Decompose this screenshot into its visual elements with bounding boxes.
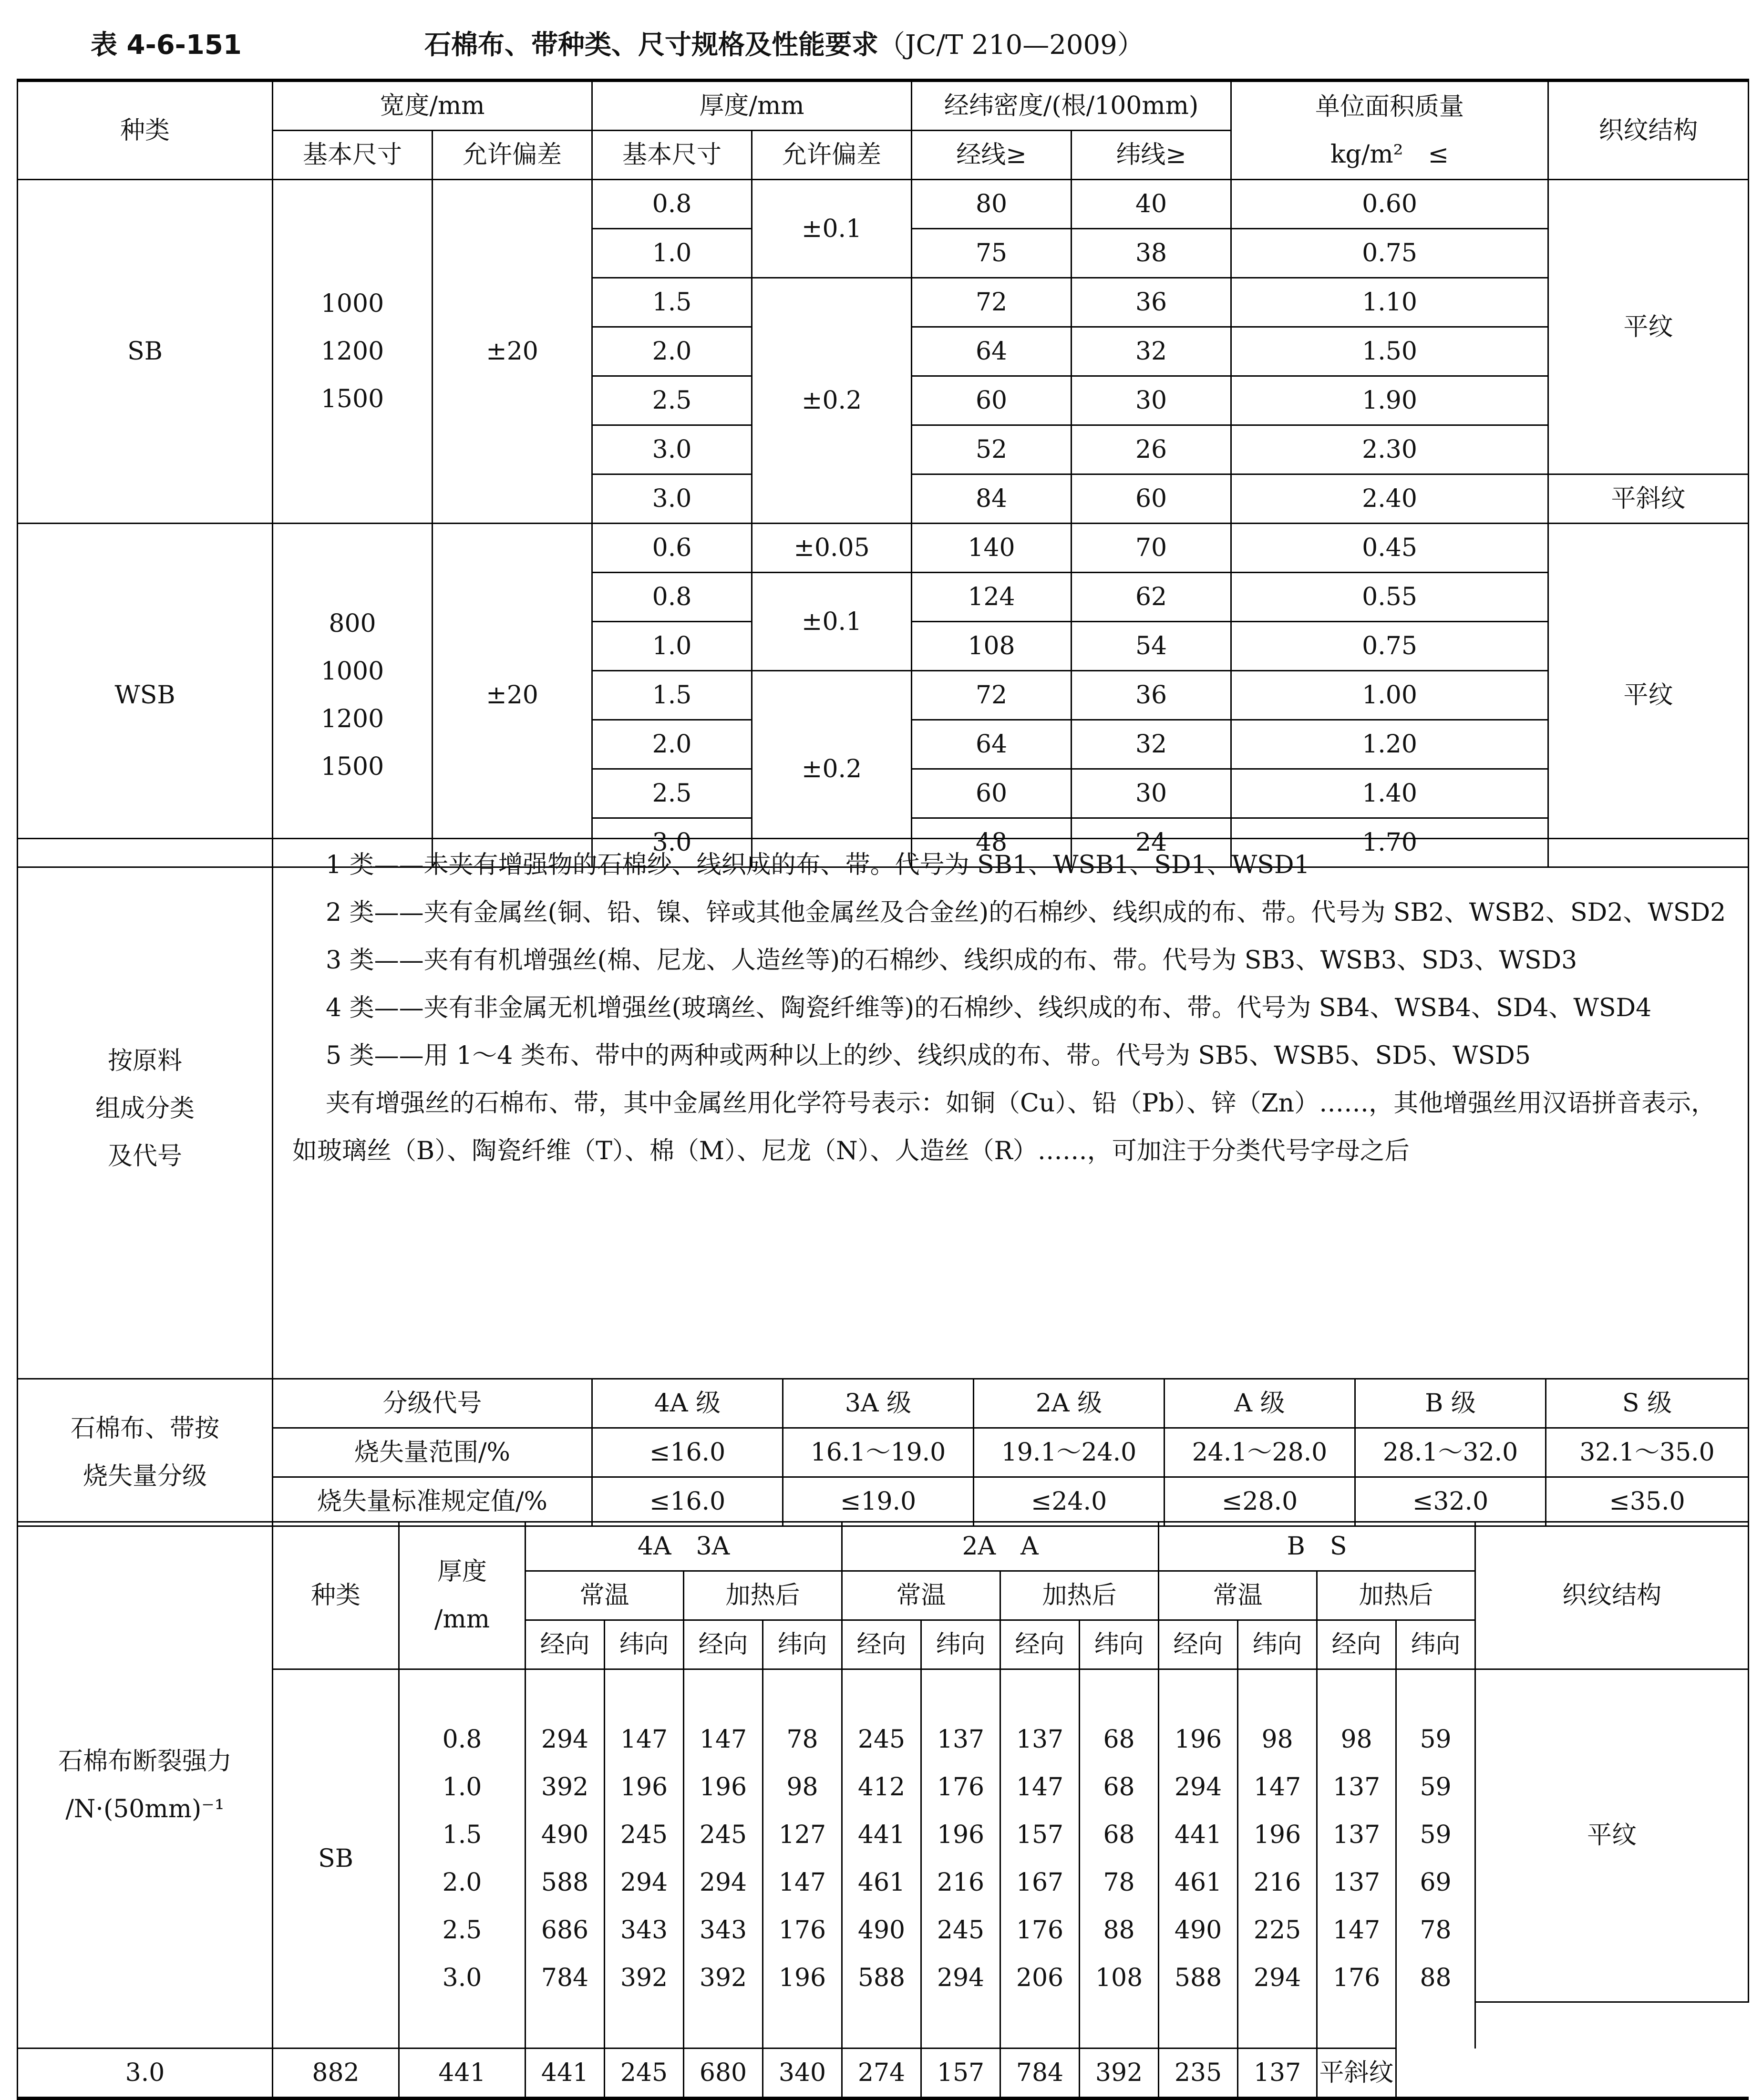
grade-header-code: 分级代号: [273, 1379, 592, 1428]
strength-value-cell: 196: [1159, 1716, 1238, 1763]
table-row: [18, 524, 1749, 573]
strength-value-cell: 147: [684, 1716, 763, 1763]
spec-width-sb: 1000 1200 1500: [273, 180, 433, 524]
mass-cell: 1.20: [1231, 720, 1548, 769]
strength-value-cell: 68: [1080, 1811, 1159, 1859]
header-normal: 常温: [526, 1571, 684, 1620]
material-note: 3 类——夹有有机增强丝(棉、尼龙、人造丝等)的石棉纱、线织成的布、带。代号为 SB3、WSB3、SD3、WSD3: [326, 946, 1577, 975]
spec-width-tol-sb: ±20: [433, 180, 592, 524]
strength-value-cell: 294: [1159, 1763, 1238, 1811]
grade-std: ≤35.0: [1546, 1477, 1749, 1526]
material-note: 5 类——用 1～4 类布、带中的两种或两种以上的纱、线织成的布、带。代号为 SB5、WSB5、SD5、WSD5: [326, 1041, 1531, 1070]
strength-value-cell: 108: [1080, 1954, 1159, 2002]
strength-value-cell: 588: [1159, 1954, 1238, 2002]
strength-value-cell: 392: [1080, 2049, 1159, 2099]
warp-cell: 108: [912, 622, 1072, 671]
mass-cell: 2.40: [1231, 474, 1548, 524]
thickness-cell: 1.0: [592, 229, 752, 278]
weft-cell: 54: [1072, 622, 1231, 671]
strength-value-cell: 196: [921, 1811, 1000, 1859]
strength-value-cell: 176: [921, 1763, 1000, 1811]
strength-value-cell: 294: [605, 1859, 684, 1906]
strength-value-cell: 157: [1000, 1811, 1080, 1859]
weft-cell: 38: [1072, 229, 1231, 278]
strength-value-cell: 882: [273, 2049, 399, 2099]
strength-value-cell: 245: [684, 1811, 763, 1859]
thickness-cell: 2.0: [399, 1859, 526, 1906]
strength-value-cell: 137: [1000, 1716, 1080, 1763]
weft-cell: 30: [1072, 769, 1231, 818]
grade-range: 24.1～28.0: [1165, 1428, 1355, 1477]
thickness-cell: 3.0: [399, 1954, 526, 2002]
weft-cell: 30: [1072, 376, 1231, 425]
table-row: [18, 2049, 1749, 2099]
strength-value-cell: 78: [763, 1716, 842, 1763]
warp-cell: 52: [912, 425, 1072, 474]
spec-header-weave: 织纹结构: [1548, 81, 1749, 180]
header-normal: 常温: [1159, 1571, 1317, 1620]
strength-value-cell: 490: [526, 1811, 605, 1859]
thickness-cell: 2.0: [592, 720, 752, 769]
strength-value-cell: 686: [526, 1906, 605, 1954]
grade-header-std: 烧失量标准规定值/%: [273, 1477, 592, 1526]
mass-cell: 1.50: [1231, 327, 1548, 376]
thickness-cell: 1.5: [592, 671, 752, 720]
thickness-cell: 3.0: [592, 474, 752, 524]
mass-cell: 1.90: [1231, 376, 1548, 425]
mass-cell: 0.45: [1231, 524, 1548, 573]
strength-value-cell: 68: [1080, 1716, 1159, 1763]
warp-cell: 48: [912, 818, 1072, 867]
strength-value-cell: 88: [1080, 1906, 1159, 1954]
strength-kind: SB: [273, 1669, 399, 2049]
strength-header-weave: 织纹结构: [1475, 1522, 1749, 1669]
strength-value-cell: 245: [605, 1811, 684, 1859]
grade-std: ≤24.0: [974, 1477, 1165, 1526]
grade-range: 19.1～24.0: [974, 1428, 1165, 1477]
strength-value-cell: 78: [1396, 1906, 1475, 1954]
strength-value-cell: 245: [921, 1906, 1000, 1954]
header-warp: 经向: [1000, 1620, 1080, 1669]
thickness-cell: 2.5: [592, 769, 752, 818]
thickness-cell: 0.8: [399, 1716, 526, 1763]
strength-value-cell: 340: [763, 2049, 842, 2099]
strength-header-kind: 种类: [273, 1522, 399, 1669]
strength-value-cell: 461: [842, 1859, 921, 1906]
grade-code: B 级: [1355, 1379, 1546, 1428]
header-heated: 加热后: [1000, 1571, 1159, 1620]
strength-value-cell: 98: [763, 1763, 842, 1811]
strength-table: [17, 1521, 1749, 2100]
strength-value-cell: 206: [1000, 1954, 1080, 2002]
header-weft: 纬向: [1080, 1620, 1159, 1669]
strength-value-cell: 235: [1159, 2049, 1238, 2099]
header-heated: 加热后: [684, 1571, 842, 1620]
warp-cell: 140: [912, 524, 1072, 573]
strength-value-cell: 392: [684, 1954, 763, 2002]
weft-cell: 70: [1072, 524, 1231, 573]
strength-value-cell: 98: [1317, 1716, 1396, 1763]
strength-value-cell: 216: [921, 1859, 1000, 1906]
strength-value-cell: 147: [1238, 1763, 1317, 1811]
grade-std: ≤32.0: [1355, 1477, 1546, 1526]
spec-header-thick-tol: 允许偏差: [752, 131, 912, 180]
strength-value-cell: 274: [842, 2049, 921, 2099]
strength-group: 4A 3A: [526, 1522, 842, 1571]
strength-value-cell: 196: [1238, 1811, 1317, 1859]
thickness-cell: 2.5: [592, 376, 752, 425]
spec-width-tol-wsb: ±20: [433, 524, 592, 867]
thickness-cell: 3.0: [592, 425, 752, 474]
grade-code: 3A 级: [783, 1379, 974, 1428]
strength-value-cell: 157: [921, 2049, 1000, 2099]
spec-width-wsb: 800 1000 1200 1500: [273, 524, 433, 867]
strength-group: B S: [1159, 1522, 1475, 1571]
grade-range: ≤16.0: [592, 1428, 783, 1477]
material-notes: [273, 839, 1749, 1379]
header-weft: 纬向: [921, 1620, 1000, 1669]
strength-value-cell: 588: [842, 1954, 921, 2002]
strength-value-cell: 176: [1317, 1954, 1396, 2002]
grade-label: 石棉布、带按 烧失量分级: [18, 1379, 273, 1526]
strength-value-cell: 176: [1000, 1906, 1080, 1954]
weft-cell: 40: [1072, 180, 1231, 229]
spec-header-warp: 经线≥: [912, 131, 1072, 180]
grade-table: [17, 1378, 1749, 1527]
warp-cell: 72: [912, 671, 1072, 720]
standard-code: （JC/T 210—2009）: [878, 30, 1144, 61]
strength-value-cell: 68: [1080, 1763, 1159, 1811]
thickness-cell: 2.0: [592, 327, 752, 376]
weave-cell: 平纹: [1548, 524, 1749, 867]
strength-header-thickness: 厚度 /mm: [399, 1522, 526, 1669]
thickness-tol-cell: ±0.1: [752, 573, 912, 671]
strength-weave: 平斜纹: [1317, 2049, 1396, 2099]
strength-value-cell: 784: [1000, 2049, 1080, 2099]
mass-cell: 1.10: [1231, 278, 1548, 327]
grade-std: ≤28.0: [1165, 1477, 1355, 1526]
strength-value-cell: 216: [1238, 1859, 1317, 1906]
mass-cell: 1.40: [1231, 769, 1548, 818]
header-weft: 纬向: [1238, 1620, 1317, 1669]
strength-value-cell: 59: [1396, 1811, 1475, 1859]
header-warp: 经向: [1159, 1620, 1238, 1669]
weft-cell: 26: [1072, 425, 1231, 474]
table-number: 表 4-6-151: [91, 30, 242, 61]
mass-cell: 1.70: [1231, 818, 1548, 867]
strength-value-cell: 176: [763, 1906, 842, 1954]
warp-cell: 60: [912, 376, 1072, 425]
warp-cell: 72: [912, 278, 1072, 327]
grade-code: 4A 级: [592, 1379, 783, 1428]
strength-value-cell: 196: [763, 1954, 842, 2002]
strength-value-cell: 69: [1396, 1859, 1475, 1906]
header-weft: 纬向: [605, 1620, 684, 1669]
material-note: 夹有增强丝的石棉布、带，其中金属丝用化学符号表示：如铜（Cu）、铅（Pb）、锌（Zn）……，其他增强丝用汉语拼音表示，如玻璃丝（B）、陶瓷纤维（T）、棉（M）、尼龙（N）、人造丝（R）……，可加注于分类代号字母之后: [292, 1089, 1716, 1165]
weft-cell: 62: [1072, 573, 1231, 622]
header-normal: 常温: [842, 1571, 1000, 1620]
strength-value-cell: 392: [605, 1954, 684, 2002]
strength-value-cell: 245: [842, 1716, 921, 1763]
strength-value-cell: 137: [1317, 1859, 1396, 1906]
spec-header-width-tol: 允许偏差: [433, 131, 592, 180]
spec-kind-wsb: WSB: [18, 524, 273, 867]
weave-cell: 平纹: [1548, 180, 1749, 474]
weft-cell: 60: [1072, 474, 1231, 524]
strength-value-cell: 294: [921, 1954, 1000, 2002]
table-caption: [91, 24, 1712, 67]
spec-header-weft: 纬线≥: [1072, 131, 1231, 180]
weft-cell: 36: [1072, 671, 1231, 720]
grade-code: 2A 级: [974, 1379, 1165, 1428]
strength-value-cell: 441: [842, 1811, 921, 1859]
strength-value-cell: 784: [526, 1954, 605, 2002]
thickness-cell: 2.5: [399, 1906, 526, 1954]
strength-value-cell: 441: [399, 2049, 526, 2099]
spec-header-thick-basic: 基本尺寸: [592, 131, 752, 180]
spec-header-mass: 单位面积质量 kg/m² ≤: [1231, 81, 1548, 180]
mass-cell: 2.30: [1231, 425, 1548, 474]
strength-value-cell: 490: [1159, 1906, 1238, 1954]
strength-value-cell: 392: [526, 1763, 605, 1811]
weave-cell: 平斜纹: [1548, 474, 1749, 524]
thickness-cell: 0.8: [592, 180, 752, 229]
warp-cell: 84: [912, 474, 1072, 524]
grade-header-range: 烧失量范围/%: [273, 1428, 592, 1477]
strength-value-cell: 59: [1396, 1716, 1475, 1763]
warp-cell: 75: [912, 229, 1072, 278]
strength-value-cell: 88: [1396, 1954, 1475, 2002]
strength-value-cell: 137: [921, 1716, 1000, 1763]
strength-label: 石棉布断裂强力 /N·(50mm)⁻¹: [18, 1522, 273, 2049]
strength-value-cell: 196: [684, 1763, 763, 1811]
material-note: 1 类——未夹有增强物的石棉纱、线织成的布、带。代号为 SB1、WSB1、SD1、WSD1: [326, 851, 1310, 879]
strength-value-cell: 441: [1159, 1811, 1238, 1859]
strength-value-cell: 680: [684, 2049, 763, 2099]
grade-range: 16.1～19.0: [783, 1428, 974, 1477]
thickness-cell: 1.5: [399, 1811, 526, 1859]
strength-value-cell: 127: [763, 1811, 842, 1859]
header-weft: 纬向: [763, 1620, 842, 1669]
header-heated: 加热后: [1317, 1571, 1475, 1620]
grade-range: 28.1～32.0: [1355, 1428, 1546, 1477]
thickness-cell: 1.0: [399, 1763, 526, 1811]
thickness-cell: 0.6: [592, 524, 752, 573]
table-row: [18, 180, 1749, 229]
spec-header-kind: 种类: [18, 81, 273, 180]
grade-std: ≤19.0: [783, 1477, 974, 1526]
strength-value-cell: 147: [763, 1859, 842, 1906]
thickness-cell: 0.8: [592, 573, 752, 622]
material-note: 4 类——夹有非金属无机增强丝(玻璃丝、陶瓷纤维等)的石棉纱、线织成的布、带。代号为 SB4、WSB4、SD4、WSD4: [326, 994, 1652, 1022]
strength-value-cell: 461: [1159, 1859, 1238, 1906]
header-weft: 纬向: [1396, 1620, 1475, 1669]
mass-cell: 0.55: [1231, 573, 1548, 622]
table-title: 石棉布、带种类、尺寸规格及性能要求（JC/T 210—2009）: [424, 30, 1144, 61]
strength-value-cell: 294: [684, 1859, 763, 1906]
strength-value-cell: 147: [605, 1716, 684, 1763]
thickness-tol-cell: ±0.2: [752, 278, 912, 524]
warp-cell: 80: [912, 180, 1072, 229]
header-warp: 经向: [526, 1620, 605, 1669]
grade-code: A 级: [1165, 1379, 1355, 1428]
warp-cell: 64: [912, 327, 1072, 376]
material-note: 2 类——夹有金属丝(铜、铅、镍、锌或其他金属丝及合金丝)的石棉纱、线织成的布、带。代号为 SB2、WSB2、SD2、WSD2: [326, 898, 1726, 927]
strength-value-cell: 225: [1238, 1906, 1317, 1954]
warp-cell: 124: [912, 573, 1072, 622]
warp-cell: 60: [912, 769, 1072, 818]
strength-value-cell: 490: [842, 1906, 921, 1954]
strength-value-cell: 412: [842, 1763, 921, 1811]
strength-value-cell: 98: [1238, 1716, 1317, 1763]
strength-value-cell: 294: [526, 1716, 605, 1763]
thickness-tol-cell: ±0.05: [752, 524, 912, 573]
strength-value-cell: 588: [526, 1859, 605, 1906]
spec-header-width: 宽度/mm: [273, 81, 592, 131]
thickness-tol-cell: ±0.1: [752, 180, 912, 278]
thickness-tol-cell: ±0.2: [752, 671, 912, 867]
weft-cell: 36: [1072, 278, 1231, 327]
strength-value-cell: 196: [605, 1763, 684, 1811]
header-warp: 经向: [842, 1620, 921, 1669]
thickness-cell: 1.5: [592, 278, 752, 327]
spec-header-thickness: 厚度/mm: [592, 81, 912, 131]
strength-value-cell: 294: [1238, 1954, 1317, 2002]
header-warp: 经向: [1317, 1620, 1396, 1669]
strength-value-cell: 78: [1080, 1859, 1159, 1906]
mass-cell: 1.00: [1231, 671, 1548, 720]
grade-code: S 级: [1546, 1379, 1749, 1428]
strength-value-cell: 343: [684, 1906, 763, 1954]
thickness-cell: 1.0: [592, 622, 752, 671]
grade-range: 32.1～35.0: [1546, 1428, 1749, 1477]
strength-value-cell: 137: [1238, 2049, 1317, 2099]
weft-cell: 24: [1072, 818, 1231, 867]
thickness-cell: 3.0: [18, 2049, 273, 2099]
strength-value-cell: 137: [1317, 1763, 1396, 1811]
strength-value-cell: 137: [1317, 1811, 1396, 1859]
mass-cell: 0.60: [1231, 180, 1548, 229]
weft-cell: 32: [1072, 327, 1231, 376]
spec-kind-sb: SB: [18, 180, 273, 524]
mass-cell: 0.75: [1231, 622, 1548, 671]
strength-weave: 平纹: [1475, 1669, 1749, 2002]
header-warp: 经向: [684, 1620, 763, 1669]
strength-value-cell: 147: [1000, 1763, 1080, 1811]
warp-cell: 64: [912, 720, 1072, 769]
spec-table: [17, 79, 1749, 868]
thickness-cell: 3.0: [592, 818, 752, 867]
strength-value-cell: 59: [1396, 1763, 1475, 1811]
spec-header-density: 经纬密度/(根/100mm): [912, 81, 1231, 131]
material-table: [17, 838, 1749, 1379]
strength-value-cell: 147: [1317, 1906, 1396, 1954]
strength-value-cell: 343: [605, 1906, 684, 1954]
grade-std: ≤16.0: [592, 1477, 783, 1526]
mass-cell: 0.75: [1231, 229, 1548, 278]
strength-value-cell: 167: [1000, 1859, 1080, 1906]
material-label: 按原料 组成分类 及代号: [18, 839, 273, 1379]
spec-header-width-basic: 基本尺寸: [273, 131, 433, 180]
strength-group: 2A A: [842, 1522, 1159, 1571]
strength-value-cell: 441: [526, 2049, 605, 2099]
strength-value-cell: 245: [605, 2049, 684, 2099]
weft-cell: 32: [1072, 720, 1231, 769]
